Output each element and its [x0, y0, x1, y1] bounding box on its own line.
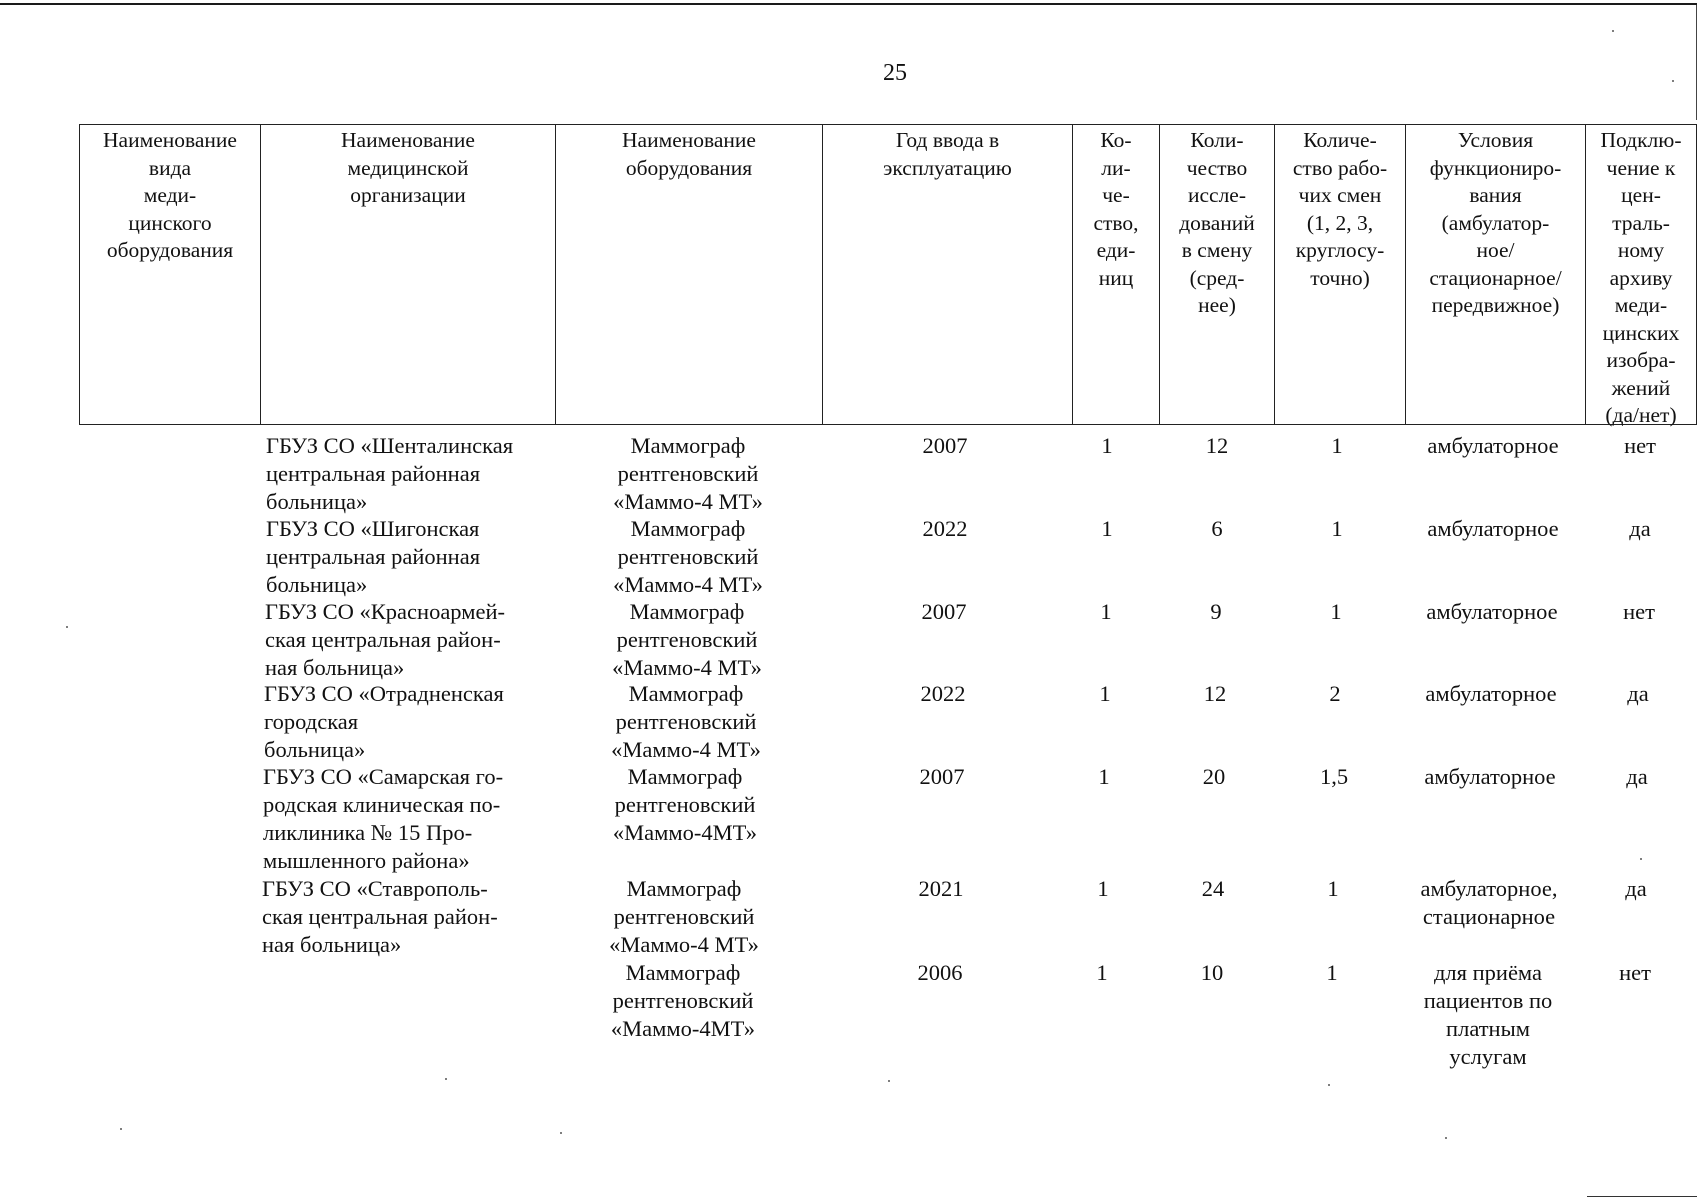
cell-shifts: 1: [1326, 960, 1338, 985]
cell-equipment: Маммограф рентгеновский «Маммо-4 МТ»: [612, 599, 762, 680]
cell-equipment: Маммограф рентгеновский «Маммо-4 МТ»: [611, 681, 761, 762]
cell-studies: 12: [1203, 681, 1227, 706]
cell-conditions: амбулаторное: [1427, 433, 1559, 458]
cell-studies: 6: [1211, 516, 1223, 541]
cell-equipment: Маммограф рентгеновский «Маммо-4МТ»: [612, 764, 758, 845]
cell-shifts: 2: [1329, 681, 1341, 706]
header-equipment-type: Наименование вида меди- цинского оборудования: [79, 124, 260, 425]
cell-studies: 12: [1205, 433, 1229, 458]
cell-quantity: 1: [1101, 516, 1113, 541]
scan-speck: [1445, 1137, 1447, 1139]
scan-speck: [1640, 858, 1642, 860]
cell-archive: нет: [1624, 433, 1656, 458]
cell-organization: ГБУЗ СО «Красноармей- ская центральная район- ная больница»: [265, 599, 505, 680]
cell-equipment: Маммограф рентгеновский «Маммо-4 МТ»: [613, 516, 763, 597]
cell-archive: нет: [1619, 960, 1651, 985]
cell-year: 2007: [919, 764, 965, 789]
cell-quantity: 1: [1097, 876, 1109, 901]
cell-year: 2022: [922, 516, 968, 541]
cell-shifts: 1: [1327, 876, 1339, 901]
cell-quantity: 1: [1099, 681, 1111, 706]
cell-archive: да: [1626, 764, 1648, 789]
scan-speck: [66, 626, 68, 628]
cell-studies: 9: [1210, 599, 1222, 624]
cell-quantity: 1: [1098, 764, 1110, 789]
scan-speck: [1672, 80, 1674, 82]
cell-year: 2021: [918, 876, 964, 901]
scan-speck: [1328, 1084, 1330, 1086]
cell-conditions: для приёма пациентов по платным услугам: [1423, 960, 1553, 1069]
cell-organization: ГБУЗ СО «Шигонская центральная районная больница»: [266, 516, 481, 597]
header-archive: Подклю- чение к цен- траль- ному архиву меди- цинских изобра- жений (да/нет): [1585, 124, 1697, 425]
cell-shifts: 1: [1331, 516, 1343, 541]
cell-equipment: Маммограф рентгеновский «Маммо-4 МТ»: [609, 876, 759, 957]
cell-conditions: амбулаторное: [1424, 764, 1556, 789]
header-conditions: Условия функциониро- вания (амбулатор- ное/ стационарное/ передвижное): [1405, 124, 1585, 425]
cell-conditions: амбулаторное: [1425, 681, 1557, 706]
header-studies-per-shift: Коли- чество иссле- дований в смену (сред- нее): [1159, 124, 1274, 425]
cell-conditions: амбулаторное: [1427, 516, 1559, 541]
cell-studies: 24: [1201, 876, 1225, 901]
cell-year: 2006: [917, 960, 963, 985]
cell-shifts: 1: [1331, 433, 1343, 458]
page-number: 25: [883, 60, 907, 86]
cell-shifts: 1: [1330, 599, 1342, 624]
cell-quantity: 1: [1100, 599, 1112, 624]
cell-organization: ГБУЗ СО «Шенталинская центральная районная больница»: [266, 433, 514, 514]
cell-archive: да: [1627, 681, 1649, 706]
header-equipment-name: Наименование оборудования: [555, 124, 822, 425]
header-shifts: Количе- ство рабо- чих смен (1, 2, 3, круглосу- точно): [1274, 124, 1405, 425]
cell-organization: ГБУЗ СО «Ставрополь- ская центральная район- ная больница»: [262, 876, 498, 957]
cell-quantity: 1: [1096, 960, 1108, 985]
cell-quantity: 1: [1101, 433, 1113, 458]
cell-conditions: амбулаторное: [1426, 599, 1558, 624]
scan-speck: [120, 1128, 122, 1130]
cell-year: 2022: [920, 681, 966, 706]
cell-organization: ГБУЗ СО «Отрадненская городская больница»: [264, 681, 504, 762]
header-year: Год ввода в эксплуатацию: [822, 124, 1072, 425]
scan-speck: [560, 1132, 562, 1134]
scan-speck: [1612, 30, 1614, 32]
scan-speck: [445, 1078, 447, 1080]
cell-equipment: Маммограф рентгеновский «Маммо-4МТ»: [610, 960, 756, 1041]
cell-conditions: амбулаторное, стационарное: [1420, 876, 1558, 929]
cell-archive: да: [1625, 876, 1647, 901]
bottom-rule: [1587, 1196, 1697, 1197]
cell-studies: 10: [1200, 960, 1224, 985]
header-organization: Наименование медицинской организации: [260, 124, 555, 425]
scan-speck: [888, 1080, 890, 1082]
cell-archive: да: [1629, 516, 1651, 541]
cell-year: 2007: [922, 433, 968, 458]
top-rule: [0, 3, 1697, 5]
cell-archive: нет: [1623, 599, 1655, 624]
cell-year: 2007: [921, 599, 967, 624]
header-quantity: Ко- ли- че- ство, еди- ниц: [1072, 124, 1159, 425]
cell-shifts: 1,5: [1319, 764, 1349, 789]
cell-equipment: Маммограф рентгеновский «Маммо-4 МТ»: [613, 433, 763, 514]
cell-studies: 20: [1202, 764, 1226, 789]
cell-organization: ГБУЗ СО «Самарская го- родская клиническая по- ликлиника № 15 Про- мышленного района»: [263, 764, 504, 873]
